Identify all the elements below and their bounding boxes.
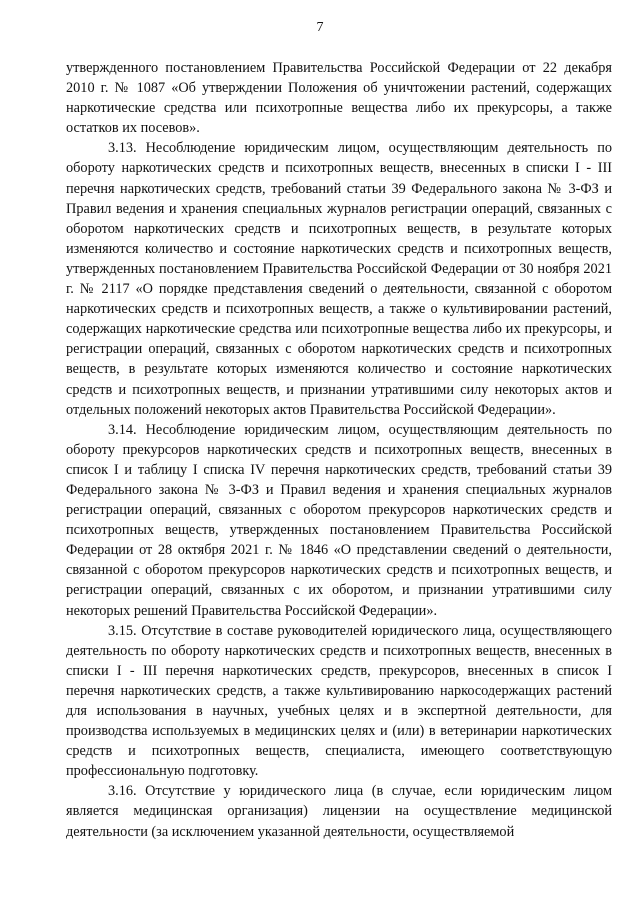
paragraph-3-16: 3.16. Отсутствие у юридического лица (в случае, если юридическим лицом является медицинская организация) лицензии на осуществление медицинской деятельности (за исключением указанной деятельности, осуществляемой	[66, 783, 612, 840]
paragraph-3-13: 3.13. Несоблюдение юридическим лицом, осуществляющим деятельность по обороту наркотических средств и психотропных веществ, внесенных в списки I - III перечня наркотических средств, требований статьи 39 Федерального закона № 3-ФЗ и Правил ведения и хранения специальных журналов регистрации операций, связанных с оборотом наркотических средств и психотропных веществ, в результате которых изменяются количество и состояние наркотических средств и психотропных веществ, утвержденных постановлением Правительства Российской Федерации от 30 ноября 2021 г. № 2117 «О порядке представления сведений о деятельности, связанной с оборотом наркотических средств и психотропных веществ, а также о культивировании растений, содержащих наркотические средства или психотропные вещества либо их прекурсоры, и регистрации операций, связанных с оборотом наркотических средств и психотропных веществ, в результате которых изменяются количество и состояние наркотических средств и психотропных веществ, и признании утратившими силу некоторых актов и отдельных положений некоторых актов Правительства Российской Федерации».	[66, 140, 612, 418]
page-number: 7	[316, 20, 324, 35]
paragraph-3-15: 3.15. Отсутствие в составе руководителей юридического лица, осуществляющего деятельность по обороту наркотических средств и психотропных веществ, внесенных в списки I - III перечня наркотических средств, прекурсоров, внесенных в список I перечня наркотических средств, а также культивированию наркосодержащих растений для использования в научных, учебных целях и в экспертной деятельности, для производства используемых в медицинских целях и (или) в ветеринарии наркотических средств и психотропных веществ, специалиста, имеющего соответствующую профессиональную подготовку.	[66, 622, 612, 780]
paragraph-continuation: утвержденного постановлением Правительства Российской Федерации от 22 декабря 2010 г. № 1087 «Об утверждении Положения об уничтожении растений, содержащих наркотические средства или психотропные вещества либо их прекурсоры, а также остатков их посевов».	[66, 60, 612, 137]
paragraph-3-14: 3.14. Несоблюдение юридическим лицом, осуществляющим деятельность по обороту прекурсоров наркотических средств и психотропных веществ, внесенных в список I и таблицу I списка IV перечня наркотических средств, требований статьи 39 Федерального закона № 3-ФЗ и Правил ведения и хранения специальных журналов регистрации операций, связанных с оборотом прекурсоров наркотических средств и психотропных веществ, утвержденных постановлением Правительства Российской Федерации от 28 октября 2021 г. № 1846 «О представлении сведений о деятельности, связанной с оборотом прекурсоров наркотических средств и психотропных веществ, и регистрации операций, связанных с их оборотом, и признании утратившими силу некоторых решений Правительства Российской Федерации».	[66, 421, 612, 619]
document-body	[66, 58, 612, 842]
